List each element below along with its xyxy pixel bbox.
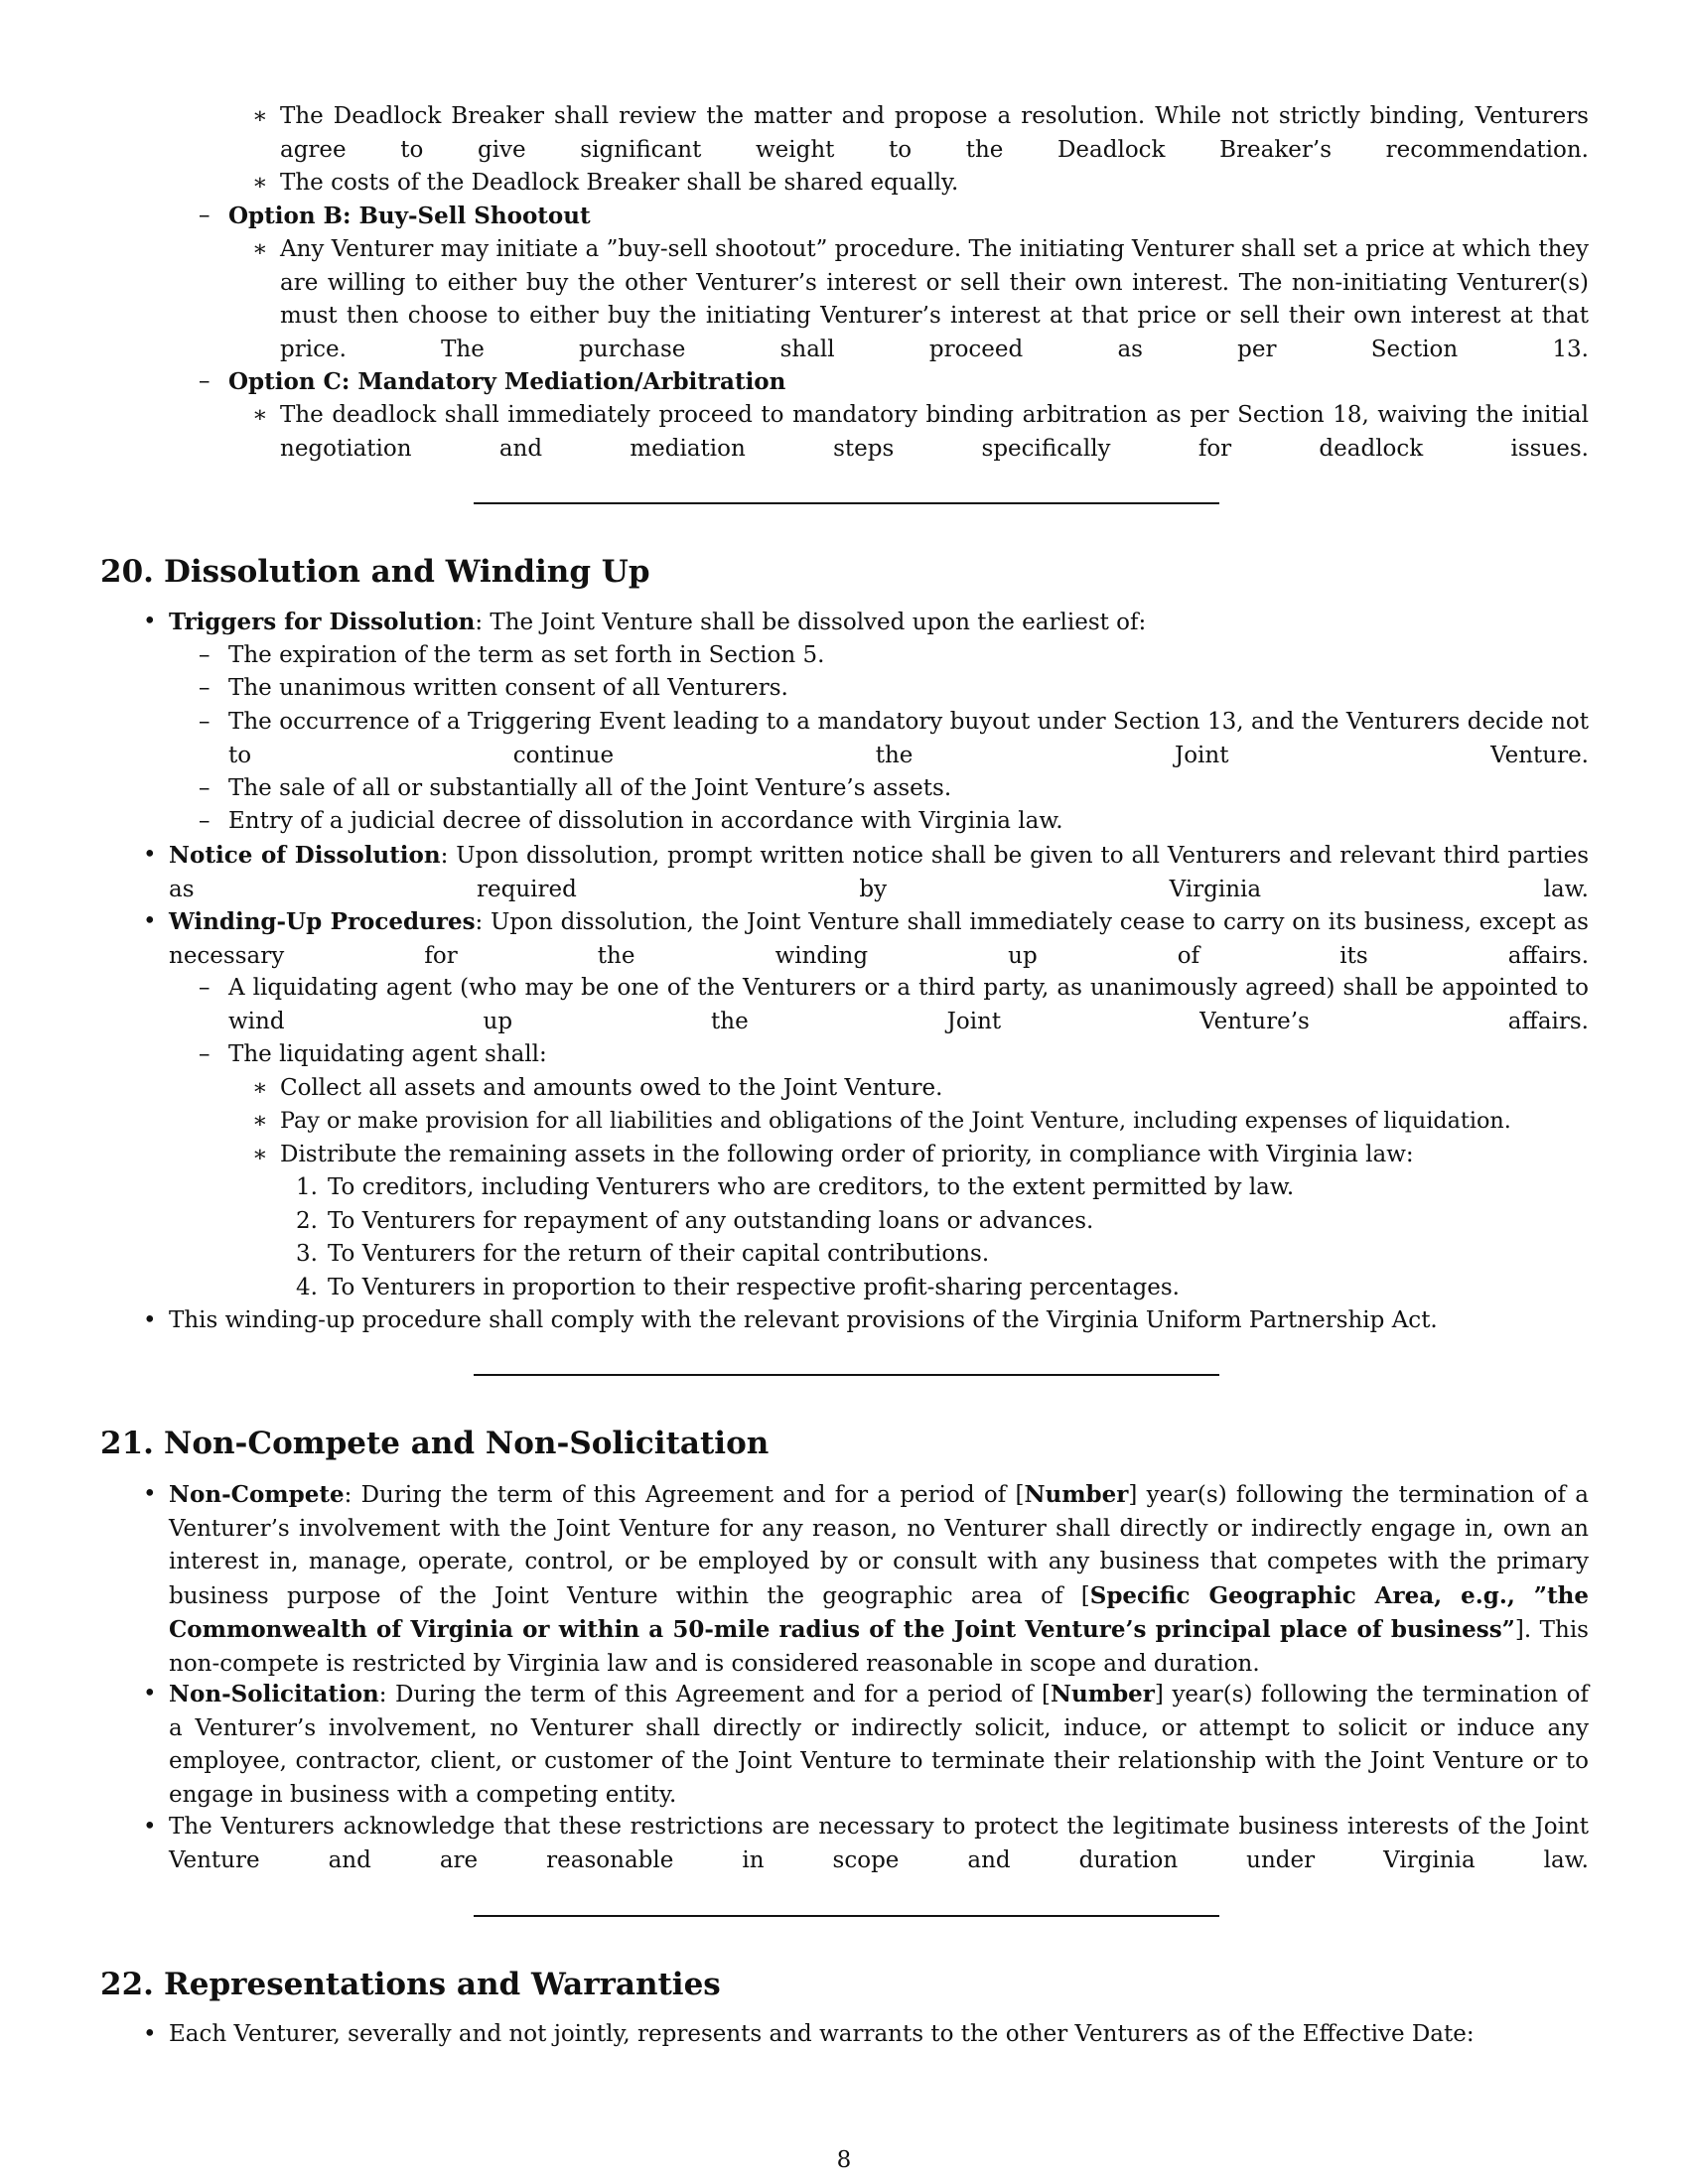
agent-duty-pay: Pay or make provision for all liabilities and obligations of the Joint Venture, including expenses of liquidation. <box>280 1108 1511 1134</box>
section-22-heading: 22. Representations and Warranties <box>100 1967 721 2002</box>
deadlock-costs-item: The costs of the Deadlock Breaker shall be shared equally. <box>280 170 959 196</box>
section-divider <box>474 1915 1219 1917</box>
bullet-icon: • <box>143 1814 157 1840</box>
dash-bullet-icon: – <box>199 368 211 394</box>
section-20-heading: 20. Dissolution and Winding Up <box>100 554 650 590</box>
list-number: 3. <box>296 1241 318 1267</box>
bullet-icon: • <box>143 1681 157 1706</box>
trigger-decree: Entry of a judicial decree of dissolution in accordance with Virginia law. <box>228 808 1063 834</box>
priority-item: To creditors, including Venturers who are creditors, to the extent permitted by law. <box>328 1174 1295 1200</box>
acknowledge-item: The Venturers acknowledge that these restrictions are necessary to protect the legitimate business interests of the Joint Venture and are reasonable in scope and duration under Virginia law. <box>169 1814 1589 1873</box>
asterisk-bullet-icon: ∗ <box>252 1142 268 1167</box>
dash-bullet-icon: – <box>199 975 211 1001</box>
list-number: 4. <box>296 1275 318 1300</box>
nonsolicit-item: Non-Solicitation: During the term of this Agreement and for a period of [Number] year(s) following the termination of a Venturer’s involvement, no Venturer shall directly or indirectly solicit, induce, or attempt to solicit or induce any employee, contractor, client, or customer of the Joint Venture to terminate their relationship with the Joint Venture or to engage in business with a competing entity. <box>169 1681 1589 1808</box>
asterisk-bullet-icon: ∗ <box>252 402 268 428</box>
deadlock-breaker-item: The Deadlock Breaker shall review the matter and propose a resolution. While not strictly binding, Venturers agree to give significant weight to the Deadlock Breaker’s recommendation. <box>280 103 1589 163</box>
trigger-event: The occurrence of a Triggering Event leading to a mandatory buyout under Section 13, and the Venturers decide not to continue the Joint Venture. <box>228 709 1589 768</box>
dash-bullet-icon: – <box>199 808 211 834</box>
agent-duty-distribute: Distribute the remaining assets in the following order of priority, in compliance with Virginia law: <box>280 1142 1414 1167</box>
asterisk-bullet-icon: ∗ <box>252 103 268 129</box>
winding-item: Winding-Up Procedures: Upon dissolution, the Joint Venture shall immediately cease to carry on its business, except as necessary for the winding up of its affairs. <box>169 908 1589 969</box>
priority-item: To Venturers in proportion to their respective profit-sharing percentages. <box>328 1275 1180 1300</box>
dash-bullet-icon: – <box>199 675 211 701</box>
agent-shall-item: The liquidating agent shall: <box>228 1041 547 1067</box>
bullet-icon: • <box>143 908 157 934</box>
dash-bullet-icon: – <box>199 642 211 668</box>
option-c-title: Option C: Mandatory Mediation/Arbitration <box>228 368 786 395</box>
asterisk-bullet-icon: ∗ <box>252 1108 268 1134</box>
bullet-icon: • <box>143 842 157 868</box>
agent-appoint-item: A liquidating agent (who may be one of the Venturers or a third party, as unanimously agreed) shall be appointed to wind up the Joint Venture’s affairs. <box>228 975 1589 1034</box>
list-number: 2. <box>296 1208 318 1234</box>
bullet-icon: • <box>143 1307 157 1333</box>
dash-bullet-icon: – <box>199 709 211 735</box>
page-number: 8 <box>836 2147 852 2173</box>
section-divider <box>474 1374 1219 1376</box>
warranties-intro: Each Venturer, severally and not jointly, represents and warrants to the other Venturers as of the Effective Date: <box>169 2021 1475 2047</box>
noncompete-item: Non-Compete: During the term of this Agreement and for a period of [Number] year(s) following the termination of a Venturer’s involvement with the Joint Venture for any reason, no Venturer shall directly or indirectly engage in, own an interest in, manage, operate, control, or be employed by or consult with any business that competes with the primary business purpose of the Joint Venture within the geographic area of [Specific Geographic Area, e.g., ”the Commonwealth of Virginia or within a 50-mile radius of the Joint Venture’s principal place of business”]. This non-compete is restricted by Virginia law and is considered reasonable in scope and duration. <box>169 1481 1590 1677</box>
asterisk-bullet-icon: ∗ <box>252 1075 268 1101</box>
bullet-icon: • <box>143 1481 157 1507</box>
trigger-sale: The sale of all or substantially all of the Joint Venture’s assets. <box>228 775 952 801</box>
dash-bullet-icon: – <box>199 1041 211 1067</box>
section-divider <box>474 502 1219 504</box>
option-b-title: Option B: Buy-Sell Shootout <box>228 203 591 229</box>
priority-item: To Venturers for repayment of any outstanding loans or advances. <box>328 1208 1094 1234</box>
asterisk-bullet-icon: ∗ <box>252 170 268 196</box>
agent-duty-collect: Collect all assets and amounts owed to the Joint Venture. <box>280 1075 943 1101</box>
asterisk-bullet-icon: ∗ <box>252 236 268 262</box>
bullet-icon: • <box>143 609 157 634</box>
option-c-item: The deadlock shall immediately proceed to mandatory binding arbitration as per Section 18, waiving the initial negotiation and mediation steps specifically for deadlock issues. <box>280 402 1589 462</box>
list-number: 1. <box>296 1174 318 1200</box>
dash-bullet-icon: – <box>199 203 211 228</box>
priority-item: To Venturers for the return of their capital contributions. <box>328 1241 990 1267</box>
section-21-heading: 21. Non-Compete and Non-Solicitation <box>100 1426 770 1461</box>
trigger-consent: The unanimous written consent of all Venturers. <box>228 675 788 701</box>
trigger-expiration: The expiration of the term as set forth in Section 5. <box>228 642 825 668</box>
compliance-item: This winding-up procedure shall comply with the relevant provisions of the Virginia Uniform Partnership Act. <box>169 1307 1438 1333</box>
option-b-item: Any Venturer may initiate a ”buy-sell shootout” procedure. The initiating Venturer shall set a price at which they are willing to either buy the other Venturer’s interest or sell their own interest. The non-initiating Venturer(s) must then choose to either buy the initiating Venturer’s interest at that price or sell their own interest at that price. The purchase shall proceed as per Section 13. <box>280 236 1589 362</box>
triggers-item: Triggers for Dissolution: The Joint Venture shall be dissolved upon the earliest of: <box>169 609 1147 635</box>
notice-item: Notice of Dissolution: Upon dissolution, prompt written notice shall be given to all Venturers and relevant third parties as required by Virginia law. <box>169 842 1590 902</box>
dash-bullet-icon: – <box>199 775 211 801</box>
bullet-icon: • <box>143 2021 157 2047</box>
